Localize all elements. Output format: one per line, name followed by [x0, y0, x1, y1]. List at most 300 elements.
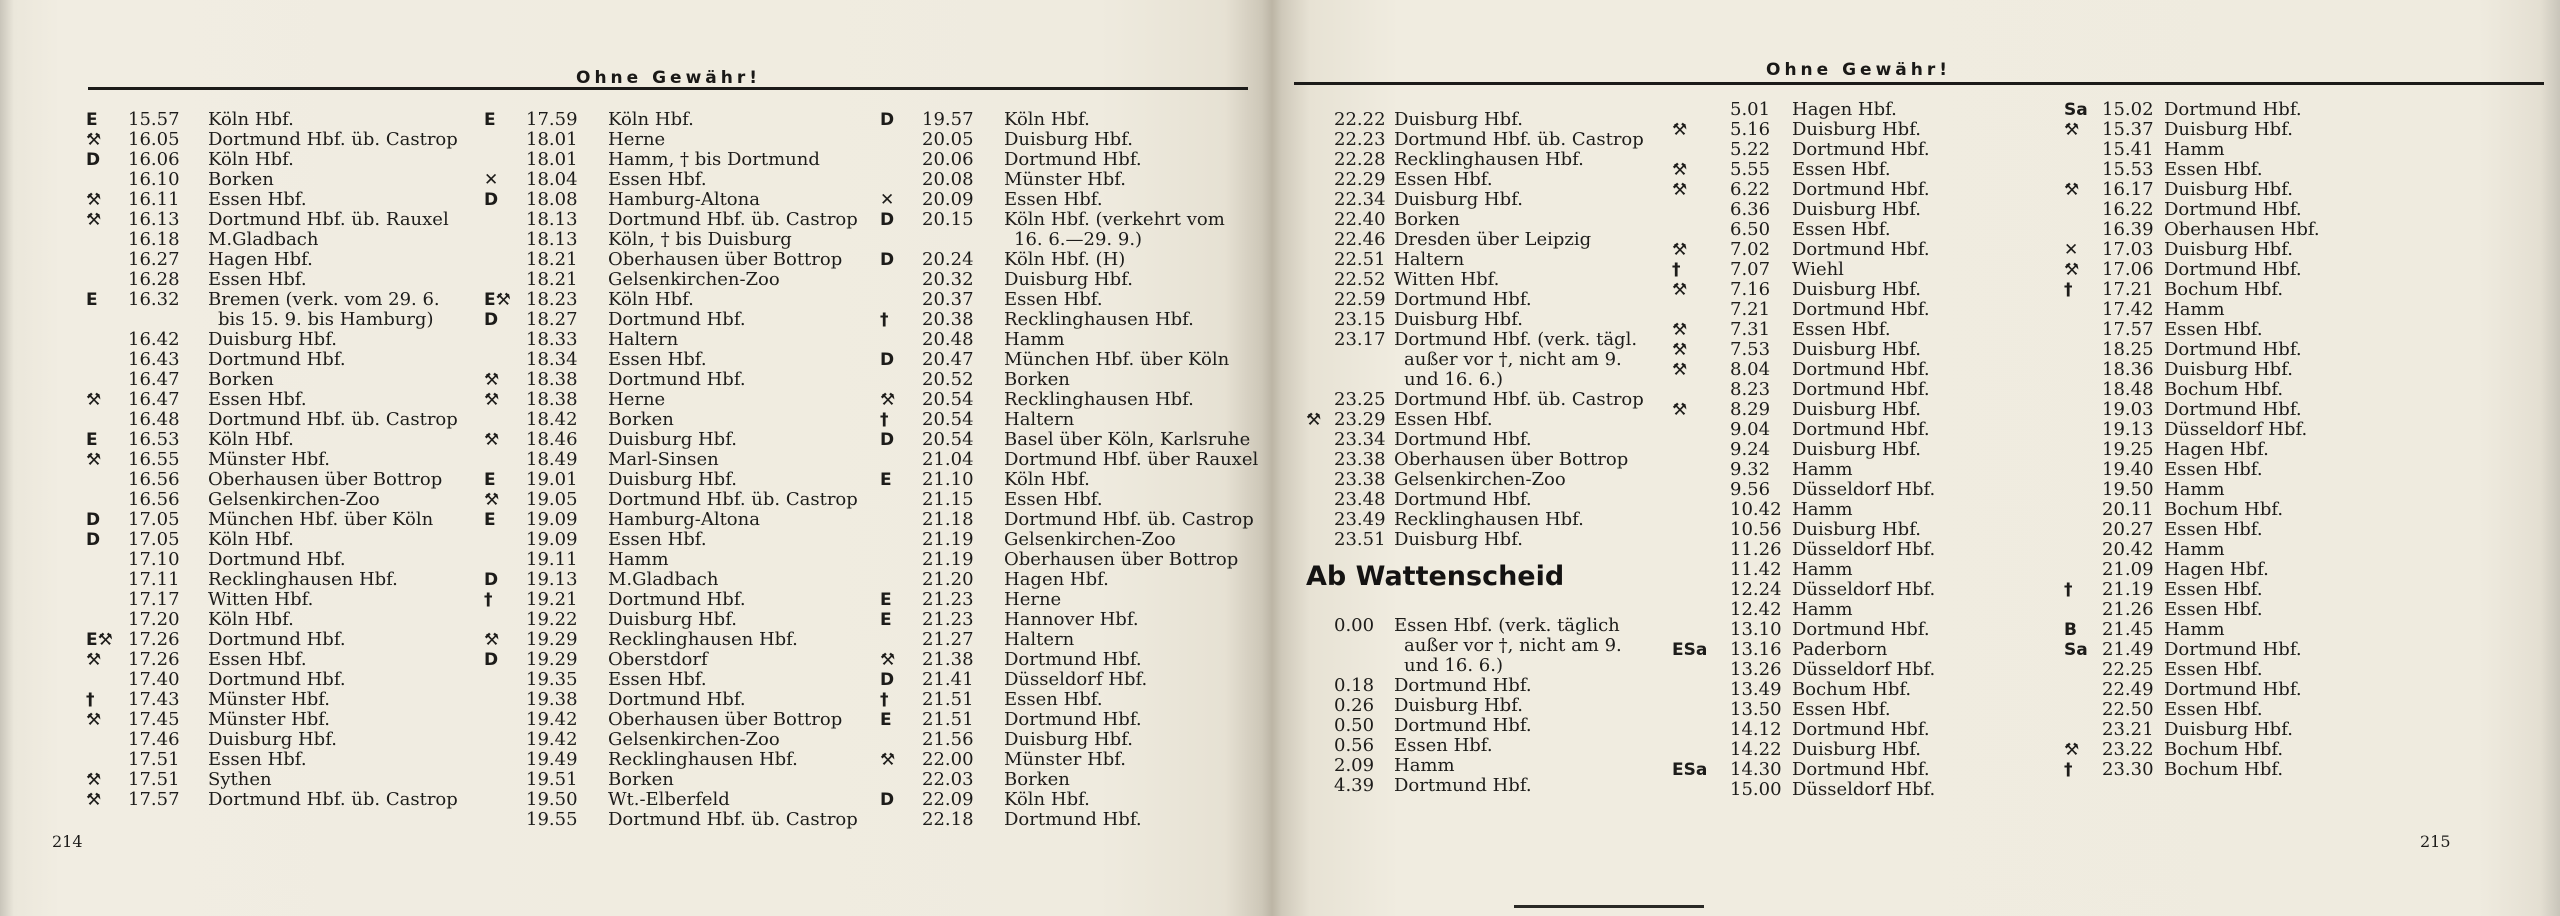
destination: Hamm: [1792, 559, 1853, 580]
destination: Dortmund Hbf. üb. Castrop: [208, 789, 458, 810]
destination: Recklinghausen Hbf.: [608, 749, 798, 770]
departure-time: 9.32: [1730, 459, 1771, 480]
departure-time: 20.05: [922, 129, 974, 150]
departure-time: 22.50: [2102, 699, 2154, 720]
departure-time: 17.20: [128, 609, 180, 630]
continuation-text: und 16. 6.): [1404, 369, 1503, 390]
service-mark: E⚒: [86, 630, 113, 650]
departure-time: 21.09: [2102, 559, 2154, 580]
destination: Düsseldorf Hbf.: [1792, 539, 1936, 560]
destination: Essen Hbf.: [208, 269, 307, 290]
destination: Duisburg Hbf.: [1394, 309, 1523, 330]
departure-time: 21.51: [922, 709, 974, 730]
destination: Duisburg Hbf.: [208, 329, 337, 350]
service-mark: ⚒: [1672, 360, 1688, 380]
departure-time: 20.08: [922, 169, 974, 190]
departure-time: 19.35: [526, 669, 578, 690]
service-mark: ⚒: [86, 790, 102, 810]
departure-time: 17.17: [128, 589, 180, 610]
continuation-text: bis 15. 9. bis Hamburg): [218, 309, 434, 330]
departure-time: 23.22: [2102, 739, 2154, 760]
departure-time: 18.13: [526, 229, 578, 250]
departure-time: 22.34: [1334, 189, 1386, 210]
destination: Duisburg Hbf.: [1004, 269, 1133, 290]
departure-time: 21.19: [2102, 579, 2154, 600]
service-mark: D: [880, 250, 895, 270]
departure-time: 23.34: [1334, 429, 1386, 450]
departure-time: 17.43: [128, 689, 180, 710]
departure-time: 16.13: [128, 209, 180, 230]
destination: Hamm: [2164, 299, 2225, 320]
destination: Essen Hbf.: [608, 169, 707, 190]
destination: Dortmund Hbf.: [2164, 339, 2302, 360]
departure-time: 23.48: [1334, 489, 1386, 510]
destination: Dortmund Hbf.: [1394, 429, 1532, 450]
destination: Essen Hbf.: [1792, 219, 1891, 240]
departure-time: 13.10: [1730, 619, 1782, 640]
destination: Haltern: [608, 329, 679, 350]
departure-time: 21.26: [2102, 599, 2154, 620]
departure-time: 9.56: [1730, 479, 1771, 500]
departure-time: 17.40: [128, 669, 180, 690]
service-mark: E⚒: [484, 290, 511, 310]
service-mark: E: [86, 110, 98, 130]
destination: Essen Hbf.: [1792, 319, 1891, 340]
service-mark: ⚒: [2064, 120, 2080, 140]
departure-time: 20.32: [922, 269, 974, 290]
departure-time: 18.42: [526, 409, 578, 430]
departure-time: 8.29: [1730, 399, 1771, 420]
destination: Duisburg Hbf.: [608, 429, 737, 450]
departure-time: 18.34: [526, 349, 578, 370]
departure-time: 17.06: [2102, 259, 2154, 280]
destination: Dortmund Hbf.: [1792, 239, 1930, 260]
departure-time: 20.24: [922, 249, 974, 270]
service-mark: E: [484, 110, 496, 130]
destination: Essen Hbf.: [2164, 599, 2263, 620]
departure-time: 15.57: [128, 109, 180, 130]
departure-time: 17.26: [128, 649, 180, 670]
departure-time: 0.56: [1334, 735, 1375, 756]
service-mark: B: [2064, 620, 2077, 640]
destination: Oberhausen über Bottrop: [1394, 449, 1629, 470]
destination: Wt.-Elberfeld: [608, 789, 730, 810]
section-title: Ab Wattenscheid: [1306, 561, 1565, 592]
destination: Sythen: [208, 769, 272, 790]
departure-time: 16.48: [128, 409, 180, 430]
destination: Oberhausen über Bottrop: [608, 709, 843, 730]
departure-time: 21.27: [922, 629, 974, 650]
destination: Dortmund Hbf. üb. Castrop: [608, 809, 858, 830]
destination: Dortmund Hbf.: [608, 589, 746, 610]
departure-time: 21.20: [922, 569, 974, 590]
departure-time: 16.18: [128, 229, 180, 250]
departure-time: 12.42: [1730, 599, 1782, 620]
departure-time: 19.05: [526, 489, 578, 510]
departure-time: 18.36: [2102, 359, 2154, 380]
service-mark: †: [484, 590, 493, 610]
service-mark: ⚒: [1672, 320, 1688, 340]
departure-time: 16.56: [128, 469, 180, 490]
departure-time: 23.38: [1334, 469, 1386, 490]
destination: Dortmund Hbf. üb. Castrop: [208, 409, 458, 430]
departure-time: 20.42: [2102, 539, 2154, 560]
departure-time: 20.06: [922, 149, 974, 170]
destination: Köln Hbf.: [1004, 789, 1090, 810]
destination: Dortmund Hbf.: [1792, 179, 1930, 200]
destination: Bochum Hbf.: [1792, 679, 1912, 700]
destination: Dortmund Hbf.: [1792, 299, 1930, 320]
departure-time: 19.29: [526, 649, 578, 670]
departure-time: 7.53: [1730, 339, 1771, 360]
destination: Essen Hbf.: [608, 669, 707, 690]
service-mark: D: [880, 670, 895, 690]
destination: M.Gladbach: [608, 569, 719, 590]
destination: Münster Hbf.: [208, 709, 331, 730]
destination: Dortmund Hbf.: [2164, 679, 2302, 700]
service-mark: †: [880, 690, 889, 710]
destination: Dortmund Hbf.: [208, 669, 346, 690]
departure-time: 9.24: [1730, 439, 1771, 460]
destination: Essen Hbf.: [1394, 169, 1493, 190]
destination: Dortmund Hbf.: [208, 349, 346, 370]
departure-time: 22.23: [1334, 129, 1386, 150]
destination: Dresden über Leipzig: [1394, 229, 1592, 250]
destination: Köln Hbf. (H): [1004, 249, 1126, 270]
departure-time: 11.42: [1730, 559, 1782, 580]
departure-time: 21.15: [922, 489, 974, 510]
service-mark: ⚒: [484, 490, 500, 510]
departure-time: 5.55: [1730, 159, 1771, 180]
service-mark: D: [880, 430, 895, 450]
destination: Duisburg Hbf.: [1394, 189, 1523, 210]
departure-time: 13.26: [1730, 659, 1782, 680]
destination: Dortmund Hbf.: [608, 309, 746, 330]
service-mark: ⚒: [86, 190, 102, 210]
departure-time: 23.15: [1334, 309, 1386, 330]
destination: Köln Hbf.: [208, 429, 294, 450]
departure-time: 18.08: [526, 189, 578, 210]
service-mark: Sa: [2064, 100, 2088, 120]
service-mark: ✕: [484, 170, 499, 190]
departure-time: 18.01: [526, 149, 578, 170]
destination: Bochum Hbf.: [2164, 739, 2284, 760]
destination: Hamburg-Altona: [608, 509, 760, 530]
departure-time: 19.50: [526, 789, 578, 810]
departure-time: 14.30: [1730, 759, 1782, 780]
destination: Dortmund Hbf.: [1394, 675, 1532, 696]
departure-time: 19.21: [526, 589, 578, 610]
departure-time: 19.11: [526, 549, 578, 570]
service-mark: D: [86, 150, 101, 170]
service-mark: E: [86, 430, 98, 450]
service-mark: D: [484, 310, 499, 330]
service-mark: ⚒: [86, 450, 102, 470]
departure-time: 20.27: [2102, 519, 2154, 540]
service-mark: ⚒: [86, 650, 102, 670]
departure-time: 13.49: [1730, 679, 1782, 700]
destination: Duisburg Hbf.: [2164, 719, 2293, 740]
destination: Duisburg Hbf.: [1792, 279, 1921, 300]
destination: Duisburg Hbf.: [608, 609, 737, 630]
destination: Oberhausen über Bottrop: [608, 249, 843, 270]
departure-time: 7.31: [1730, 319, 1771, 340]
destination: Recklinghausen Hbf.: [1004, 389, 1194, 410]
departure-time: 16.06: [128, 149, 180, 170]
service-mark: ESa: [1672, 640, 1708, 660]
destination: Gelsenkirchen-Zoo: [1394, 469, 1566, 490]
destination: Herne: [608, 389, 666, 410]
destination: Marl-Sinsen: [608, 449, 719, 470]
destination: Dortmund Hbf.: [1792, 359, 1930, 380]
service-mark: D: [86, 530, 101, 550]
service-mark: ⚒: [86, 770, 102, 790]
destination: Hagen Hbf.: [1792, 99, 1897, 120]
destination: Herne: [1004, 589, 1062, 610]
departure-time: 13.50: [1730, 699, 1782, 720]
departure-time: 17.51: [128, 769, 180, 790]
destination: Düsseldorf Hbf.: [1792, 579, 1936, 600]
departure-time: 16.43: [128, 349, 180, 370]
destination: Recklinghausen Hbf.: [1004, 309, 1194, 330]
departure-time: 16.17: [2102, 179, 2154, 200]
destination: Essen Hbf.: [1792, 159, 1891, 180]
destination: Bochum Hbf.: [2164, 279, 2284, 300]
departure-time: 18.38: [526, 369, 578, 390]
departure-time: 17.26: [128, 629, 180, 650]
departure-time: 21.41: [922, 669, 974, 690]
destination: Essen Hbf.: [1394, 409, 1493, 430]
destination: Münster Hbf.: [208, 689, 331, 710]
service-mark: ⚒: [484, 370, 500, 390]
destination: Köln, † bis Duisburg: [608, 229, 792, 250]
page-header: Ohne Gewähr!: [1766, 60, 1952, 80]
destination: Dortmund Hbf.: [608, 369, 746, 390]
departure-time: 23.17: [1334, 329, 1386, 350]
departure-time: 22.40: [1334, 209, 1386, 230]
departure-time: 11.26: [1730, 539, 1782, 560]
departure-time: 18.33: [526, 329, 578, 350]
destination: München Hbf. über Köln: [208, 509, 434, 530]
departure-time: 17.42: [2102, 299, 2154, 320]
destination: Borken: [608, 409, 674, 430]
departure-time: 22.25: [2102, 659, 2154, 680]
page-number: 214: [52, 832, 83, 851]
service-mark: ⚒: [1672, 240, 1688, 260]
service-mark: ✕: [2064, 240, 2079, 260]
service-mark: †: [880, 310, 889, 330]
departure-time: 17.03: [2102, 239, 2154, 260]
departure-time: 17.05: [128, 509, 180, 530]
destination: Hamm: [1792, 499, 1853, 520]
departure-time: 17.57: [2102, 319, 2154, 340]
destination: Hagen Hbf.: [208, 249, 313, 270]
departure-time: 20.52: [922, 369, 974, 390]
destination: Bochum Hbf.: [2164, 759, 2284, 780]
departure-time: 6.22: [1730, 179, 1771, 200]
departure-time: 19.51: [526, 769, 578, 790]
destination: Borken: [1394, 209, 1460, 230]
destination: Hamm: [1004, 329, 1065, 350]
departure-time: 19.29: [526, 629, 578, 650]
departure-time: 16.53: [128, 429, 180, 450]
destination: Essen Hbf.: [608, 349, 707, 370]
departure-time: 21.04: [922, 449, 974, 470]
destination: Hagen Hbf.: [1004, 569, 1109, 590]
departure-time: 7.16: [1730, 279, 1771, 300]
departure-time: 22.49: [2102, 679, 2154, 700]
departure-time: 21.51: [922, 689, 974, 710]
destination: Essen Hbf.: [2164, 579, 2263, 600]
departure-time: 16.32: [128, 289, 180, 310]
destination: Düsseldorf Hbf.: [1004, 669, 1148, 690]
departure-time: 21.23: [922, 589, 974, 610]
footer-rule: [1514, 905, 1704, 908]
service-mark: E: [880, 610, 892, 630]
departure-time: 0.50: [1334, 715, 1375, 736]
destination: Duisburg Hbf.: [1792, 399, 1921, 420]
departure-time: 9.04: [1730, 419, 1771, 440]
departure-time: 0.26: [1334, 695, 1375, 716]
departure-time: 23.38: [1334, 449, 1386, 470]
departure-time: 14.12: [1730, 719, 1782, 740]
destination: Gelsenkirchen-Zoo: [608, 269, 780, 290]
departure-time: 6.50: [1730, 219, 1771, 240]
destination: Essen Hbf.: [2164, 659, 2263, 680]
destination: Duisburg Hbf.: [1792, 439, 1921, 460]
departure-time: 19.01: [526, 469, 578, 490]
departure-time: 15.02: [2102, 99, 2154, 120]
service-mark: ⚒: [1306, 410, 1322, 430]
destination: Duisburg Hbf.: [1792, 739, 1921, 760]
service-mark: E: [484, 470, 496, 490]
destination: Dortmund Hbf. üb. Castrop: [208, 129, 458, 150]
departure-time: 22.00: [922, 749, 974, 770]
departure-time: 19.22: [526, 609, 578, 630]
departure-time: 16.39: [2102, 219, 2154, 240]
destination: Essen Hbf.: [1004, 289, 1103, 310]
departure-time: 18.27: [526, 309, 578, 330]
destination: Dortmund Hbf.: [1394, 489, 1532, 510]
destination: Essen Hbf.: [208, 389, 307, 410]
destination: Essen Hbf.: [2164, 459, 2263, 480]
departure-time: 19.42: [526, 729, 578, 750]
destination: Essen Hbf.: [208, 189, 307, 210]
header-rule: [1294, 82, 2544, 85]
departure-time: 8.23: [1730, 379, 1771, 400]
departure-time: 16.11: [128, 189, 180, 210]
destination: Dortmund Hbf.: [1004, 649, 1142, 670]
destination: Hamm: [1792, 599, 1853, 620]
departure-time: 19.40: [2102, 459, 2154, 480]
departure-time: 20.11: [2102, 499, 2154, 520]
page-number: 215: [2420, 832, 2451, 851]
departure-time: 8.04: [1730, 359, 1771, 380]
departure-time: 22.09: [922, 789, 974, 810]
destination: Dortmund Hbf.: [208, 629, 346, 650]
destination: Düsseldorf Hbf.: [2164, 419, 2308, 440]
service-mark: E: [880, 590, 892, 610]
service-mark: ⚒: [880, 390, 896, 410]
departure-time: 19.09: [526, 529, 578, 550]
destination: Hamm: [608, 549, 669, 570]
departure-time: 19.50: [2102, 479, 2154, 500]
destination: Essen Hbf. (verk. täglich: [1394, 615, 1620, 636]
departure-time: 5.22: [1730, 139, 1771, 160]
departure-time: 16.56: [128, 489, 180, 510]
departure-time: 21.19: [922, 529, 974, 550]
destination: Dortmund Hbf. üb. Rauxel: [208, 209, 449, 230]
departure-time: 20.15: [922, 209, 974, 230]
page-header: Ohne Gewähr!: [576, 68, 762, 88]
destination: Dortmund Hbf. üb. Castrop: [1394, 389, 1644, 410]
departure-time: 20.09: [922, 189, 974, 210]
destination: Dortmund Hbf.: [1792, 419, 1930, 440]
departure-time: 18.25: [2102, 339, 2154, 360]
destination: Recklinghausen Hbf.: [208, 569, 398, 590]
destination: Dortmund Hbf.: [1792, 719, 1930, 740]
destination: Münster Hbf.: [1004, 169, 1127, 190]
departure-time: 18.13: [526, 209, 578, 230]
destination: Oberhausen über Bottrop: [208, 469, 443, 490]
departure-time: 19.25: [2102, 439, 2154, 460]
service-mark: E: [880, 470, 892, 490]
service-mark: ⚒: [1672, 400, 1688, 420]
departure-time: 23.25: [1334, 389, 1386, 410]
destination: Düsseldorf Hbf.: [1792, 479, 1936, 500]
departure-time: 6.36: [1730, 199, 1771, 220]
departure-time: 19.13: [2102, 419, 2154, 440]
service-mark: ⚒: [484, 630, 500, 650]
service-mark: ⚒: [86, 710, 102, 730]
destination: Duisburg Hbf.: [2164, 119, 2293, 140]
destination: Hamm: [2164, 619, 2225, 640]
continuation-text: außer vor †, nicht am 9.: [1404, 349, 1622, 370]
service-mark: ESa: [1672, 760, 1708, 780]
departure-time: 4.39: [1334, 775, 1375, 796]
service-mark: D: [484, 570, 499, 590]
departure-time: 22.18: [922, 809, 974, 830]
departure-time: 19.57: [922, 109, 974, 130]
departure-time: 13.16: [1730, 639, 1782, 660]
departure-time: 19.09: [526, 509, 578, 530]
destination: Dortmund Hbf.: [1792, 139, 1930, 160]
destination: Dortmund Hbf.: [2164, 199, 2302, 220]
service-mark: E: [880, 710, 892, 730]
departure-time: 18.21: [526, 249, 578, 270]
destination: Duisburg Hbf.: [608, 469, 737, 490]
departure-time: 22.59: [1334, 289, 1386, 310]
departure-time: 16.10: [128, 169, 180, 190]
destination: Hagen Hbf.: [2164, 559, 2269, 580]
destination: Köln Hbf.: [608, 109, 694, 130]
destination: Essen Hbf.: [2164, 699, 2263, 720]
destination: Recklinghausen Hbf.: [1394, 149, 1584, 170]
departure-time: 15.41: [2102, 139, 2154, 160]
destination: Dortmund Hbf.: [2164, 639, 2302, 660]
destination: Hamm: [2164, 139, 2225, 160]
destination: Borken: [608, 769, 674, 790]
departure-time: 21.38: [922, 649, 974, 670]
departure-time: 18.04: [526, 169, 578, 190]
service-mark: D: [880, 790, 895, 810]
departure-time: 7.02: [1730, 239, 1771, 260]
destination: Köln Hbf.: [208, 149, 294, 170]
departure-time: 21.10: [922, 469, 974, 490]
departure-time: 17.11: [128, 569, 180, 590]
destination: Duisburg Hbf.: [2164, 239, 2293, 260]
departure-time: 19.03: [2102, 399, 2154, 420]
